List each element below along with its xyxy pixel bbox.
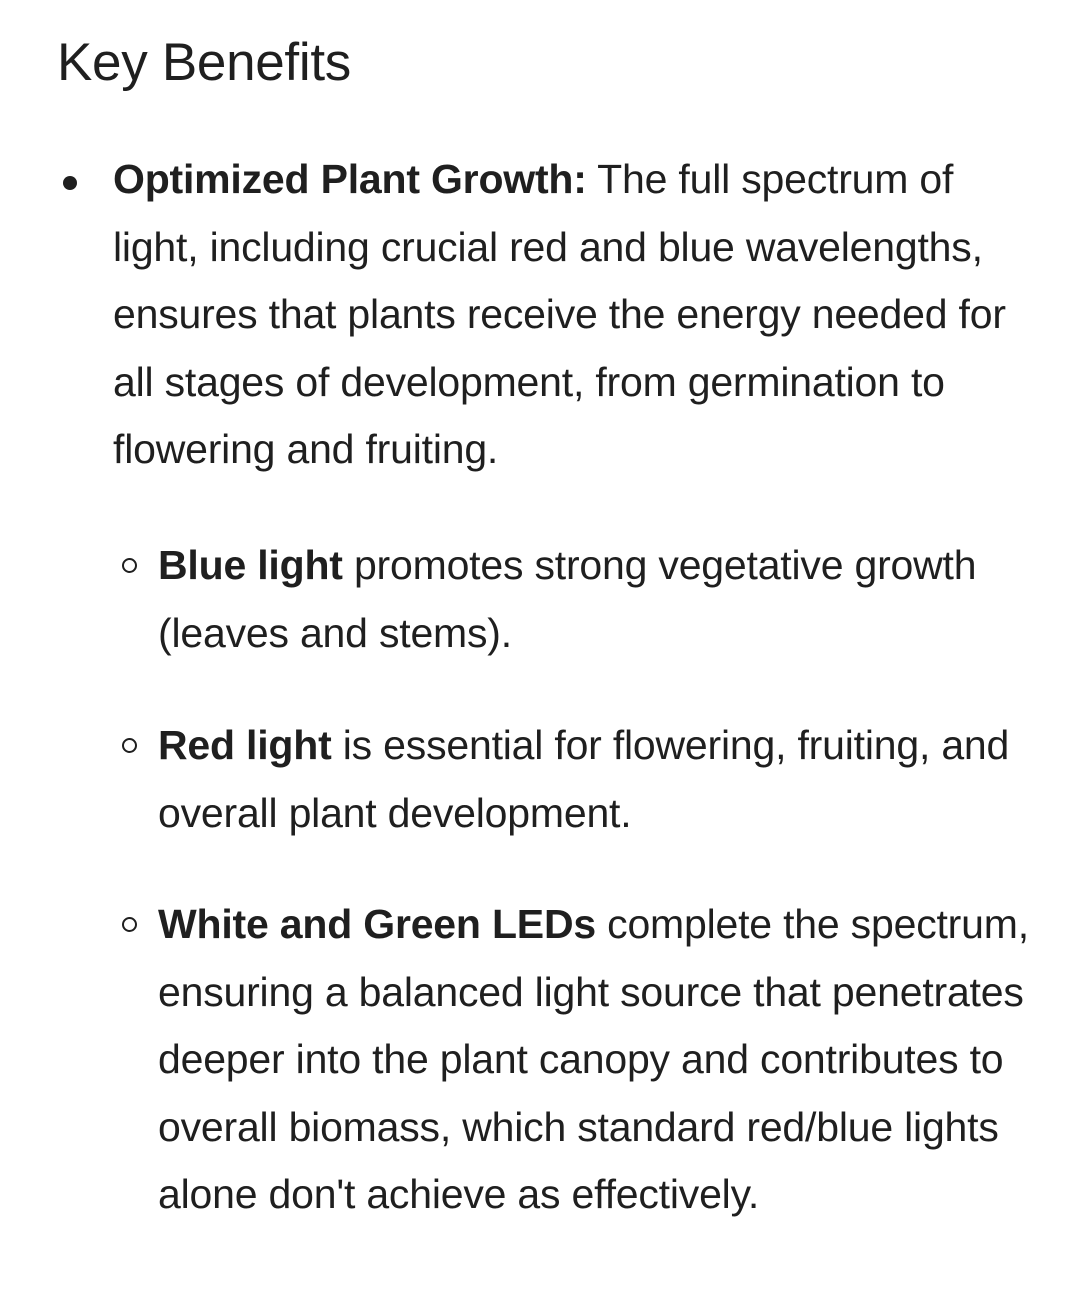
sub-item-text: complete the spectrum, ensuring a balanced light source that penetrates deeper into the plant canopy and contributes to overall biomass, which standard red/blue lights alone don't achieve as effectively. [158, 901, 1029, 1217]
bullet-circle-icon [122, 558, 137, 573]
sub-item-text: promotes strong vegetative growth (leaves and stems). [158, 542, 977, 656]
sub-item-white-green-leds [158, 891, 1038, 1229]
sub-item-title: White and Green LEDs [158, 901, 596, 947]
item-title: Optimized Plant Growth: [113, 156, 587, 202]
sub-item-red-light [158, 712, 1038, 847]
bullet-circle-icon [122, 738, 137, 753]
sub-item-blue-light [158, 532, 1038, 667]
item-text: The full spectrum of light, including crucial red and blue wavelengths, ensures that plants receive the energy needed for all stages of development, from germination to flowering and fruiting. [113, 156, 1006, 472]
bullet-disc-icon [63, 176, 77, 190]
bullet-circle-icon [122, 917, 137, 932]
list-item-optimized-plant-growth [113, 146, 1043, 484]
sub-item-title: Red light [158, 722, 332, 768]
section-heading: Key Benefits [57, 33, 351, 92]
sub-item-title: Blue light [158, 542, 343, 588]
sub-item-text: is essential for flowering, fruiting, and overall plant development. [158, 722, 1010, 836]
